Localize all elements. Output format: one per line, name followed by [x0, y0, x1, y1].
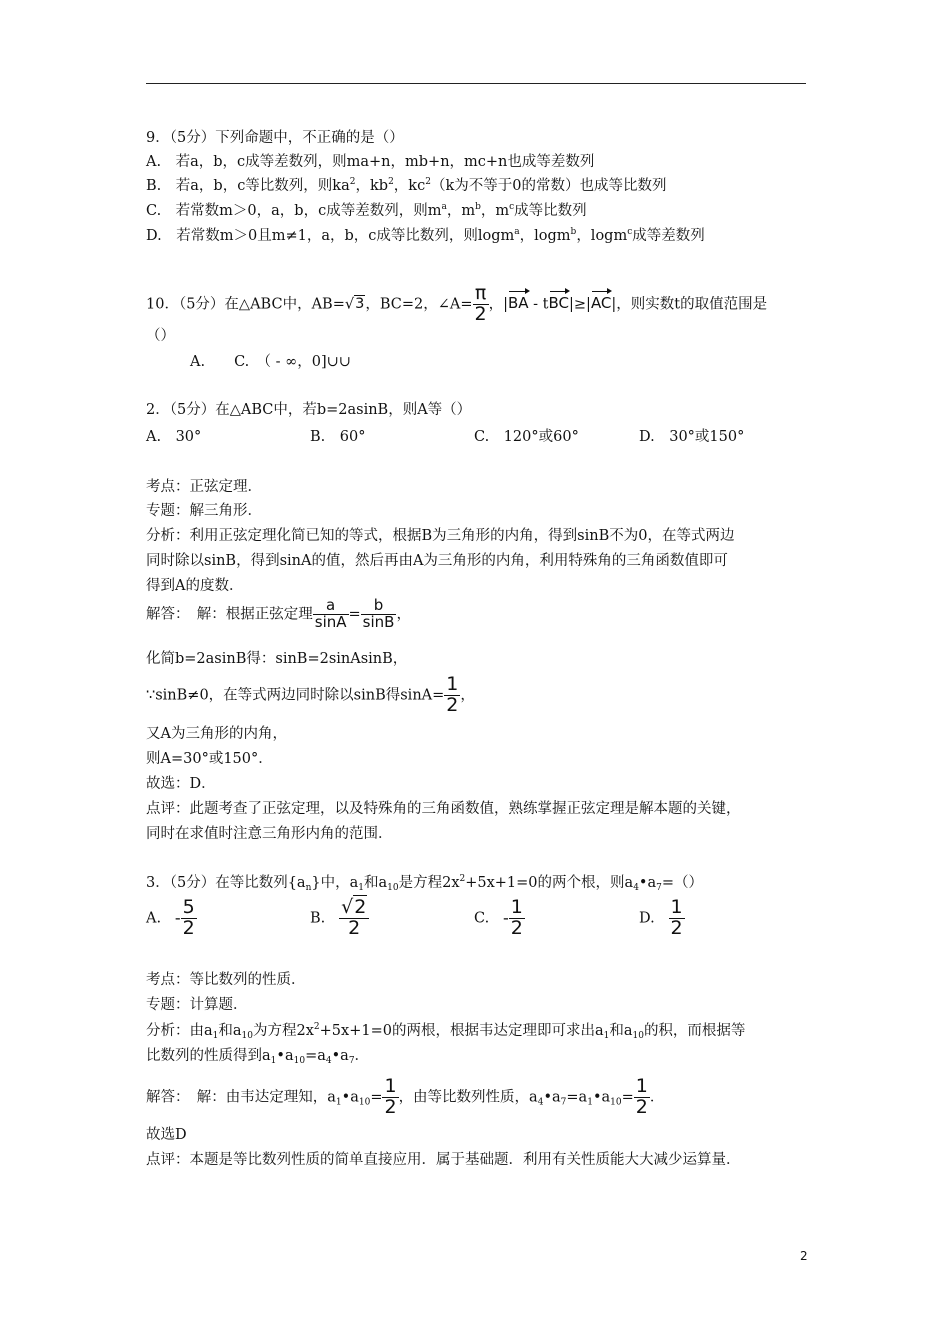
- q9-title: 9．（5分）下列命题中，不正确的是（）: [146, 130, 404, 146]
- q10-title: 10．（5分）在△ABC中，AB=√3，BC=2，∠A= $\frac{\pi}{2}$ ，|BA - tBC|≥|AC|，则实数t的取值范围是: [146, 282, 768, 325]
- frac-b-sinb: $\frac{b}{\sin B}$: [362, 596, 395, 631]
- q2-option-d: D. 30°或150°: [639, 429, 745, 445]
- frac-one-half: $\frac{1}{2}$: [446, 673, 459, 716]
- q3-option-a: A. - $\frac{5}{2}$: [146, 896, 195, 939]
- q3-zhuanti: 专题：计算题．: [146, 997, 248, 1013]
- q3-guxuan: 故选D: [146, 1127, 187, 1143]
- q2-step5: 故选：D．: [146, 776, 216, 792]
- q2-fenxi-1: 分析：利用正弦定理化简已知的等式，根据B为三角形的内角，得到sinB不为0，在等式两边: [146, 528, 735, 544]
- header-rule: [146, 83, 806, 84]
- q2-option-a: A. 30°: [146, 429, 202, 445]
- frac-5-2: $\frac{5}{2}$: [182, 896, 195, 939]
- q2-dianping-2: 同时在求值时注意三角形内角的范围．: [146, 826, 393, 842]
- frac-1-2-neg: $\frac{1}{2}$: [510, 896, 523, 939]
- q2-step4: 则A=30°或150°．: [146, 751, 273, 767]
- q3-jieda: 解答： 解：由韦达定理知，$a_1•a_{10}=$ $\frac{1}{2}$ ，由等比数列性质，$a_4•a_7=a_1•a_{10}=$ $\frac{1}{2}$ ．: [146, 1075, 665, 1118]
- page-number: 2: [800, 1249, 808, 1263]
- frac-sqrt2-2: $\frac{√2}{2}$: [339, 898, 369, 939]
- q2-option-c: C. 120°或60°: [474, 429, 579, 445]
- q2-step2: ∵sinB≠0，在等式两边同时除以sinB得sinA= $\frac{1}{2}$ ，: [146, 673, 475, 716]
- q3-kaodian: 考点：等比数列的性质．: [146, 972, 306, 988]
- q3-option-b: B. $\frac{√2}{2}$: [310, 898, 369, 939]
- q2-zhuanti: 专题：解三角形．: [146, 503, 262, 519]
- q3-dianping: 点评：本题是等比数列性质的简单直接应用．属于基础题．利用有关性质能大大减少运算量．: [146, 1152, 741, 1168]
- q3-fenxi-2: 比数列的性质得到$a_1•a_{10}=a_4•a_7$．: [146, 1048, 370, 1066]
- frac-half-product: $\frac{1}{2}$: [384, 1075, 397, 1118]
- sqrt-3: √3: [344, 296, 365, 313]
- q2-fenxi-3: 得到A的度数．: [146, 578, 244, 594]
- q10-paren: （）: [146, 328, 175, 344]
- q3-option-c: C. - $\frac{1}{2}$: [474, 896, 523, 939]
- vector-ba: BA: [508, 288, 529, 313]
- q3-fenxi-1: 分析：由$a_1$和$a_{10}$为方程$2x^2+5x+1=0$的两根，根据韦达定理即可求出$a_1$和$a_{10}$的积，而根据等: [146, 1022, 746, 1041]
- frac-half-result: $\frac{1}{2}$: [635, 1075, 648, 1118]
- q9-option-c: C. 若常数m＞0，a，b，c成等差数列，则$m^a$，$m^b$，$m^c$成等比数列: [146, 202, 587, 219]
- q2-option-b: B. 60°: [310, 429, 366, 445]
- q3-title: 3．（5分）在等比数列$\{a_n\}$中，$a_1$和$a_{10}$是方程$2x^2+5x+1=0$的两个根，则$a_4•a_7=()$: [146, 874, 704, 893]
- q2-fenxi-2: 同时除以sinB，得到sinA的值，然后再由A为三角形的内角，利用特殊角的三角函数值即可: [146, 553, 728, 569]
- q9-option-b: B. 若a，b，c等比数列，则$ka^2$，$kb^2$，$kc^2(k$为不等于0的常数）也成等比数列: [146, 177, 667, 194]
- frac-a-sina: $\frac{a}{\sin A}$: [314, 596, 347, 631]
- frac-1-2: $\frac{1}{2}$: [670, 896, 683, 939]
- q9-option-d: D. 若常数m＞0且m≠1，a，b，c成等比数列，则logm$^a$，logm$^b$，logm$^c$成等差数列: [146, 227, 705, 244]
- q2-jieda: 解答： 解：根据正弦定理 $\frac{a}{\sin A}$ = $\frac{b}{\sin B}$ ，: [146, 596, 411, 631]
- q2-step3: 又A为三角形的内角，: [146, 726, 287, 742]
- q2-kaodian: 考点：正弦定理．: [146, 479, 262, 495]
- q2-title: 2．（5分）在△ABC中，若b=2asinB，则A等（）: [146, 402, 472, 418]
- q3-option-d: D. $\frac{1}{2}$: [639, 896, 683, 939]
- q10-options: A. C. （ - ∞，0]∪∪: [190, 354, 351, 370]
- vector-ac: AC: [591, 288, 611, 313]
- pi-over-2: $\frac{\pi}{2}$: [474, 282, 487, 325]
- q2-dianping-1: 点评：此题考查了正弦定理，以及特殊角的三角函数值，熟练掌握正弦定理是解本题的关键，: [146, 801, 741, 817]
- q9-option-a: A. 若a，b，c成等差数列，则ma+n，mb+n，mc+n也成等差数列: [146, 154, 595, 170]
- vector-bc: BC: [549, 288, 570, 313]
- q2-step1: 化简b=2asinB得：sinB=2sinAsinB，: [146, 651, 408, 667]
